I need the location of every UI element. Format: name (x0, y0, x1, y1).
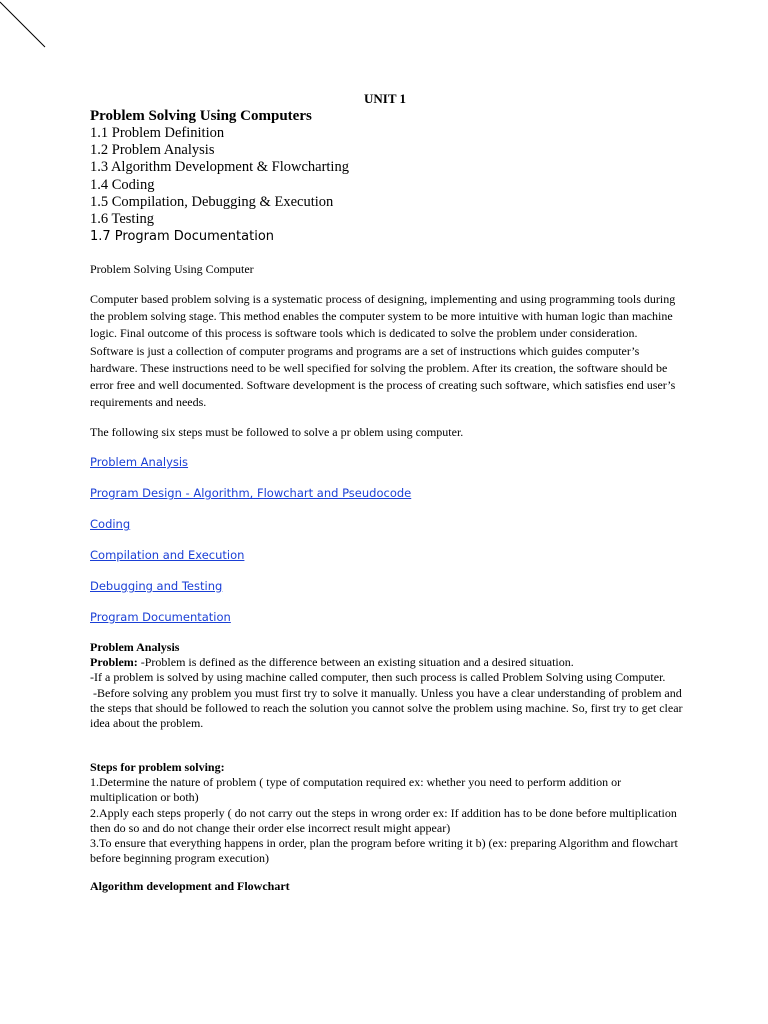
problem-analysis-heading: Problem Analysis (90, 640, 180, 654)
unit-title: UNIT 1 (364, 91, 407, 106)
intro-paragraph: Computer based problem solving is a systematic process of designing, implementing and using programming tools during the problem solving stage. This method enables the computer system to be more intuitive with human logic than machine logic. Final outcome of this process is software tools which is dedicated to solve the problem under consideration. Software is just a collection of computer programs and programs are a set of instructions which guides computer’s hardware. These instructions need to be well specified for solving the problem. After its creation, the software should be error free and well documented. Software development is the process of creating such software, which satisfies end user’s requirements and needs. (90, 292, 676, 410)
toc-item: 1.5 Compilation, Debugging & Execution (90, 193, 334, 210)
toc-item: 1.2 Problem Analysis (90, 142, 215, 159)
link-debugging-testing[interactable]: Debugging and Testing (90, 579, 223, 593)
link-coding[interactable]: Coding (90, 517, 131, 531)
link-problem-analysis[interactable]: Problem Analysis (90, 455, 189, 469)
link-program-design[interactable]: Program Design - Algorithm, Flowchart and Pseudocode (90, 486, 412, 500)
toc-item: 1.7 Program Documentation (90, 229, 275, 245)
steps-heading: Steps for problem solving: (90, 760, 225, 774)
link-program-documentation[interactable]: Program Documentation (90, 610, 231, 624)
problem-text: -Problem is defined as the difference between an existing situation and a desired situation. (137, 655, 574, 670)
steps-intro: The following six steps must be followed to solve a pr oblem using computer. (90, 425, 464, 439)
algorithm-heading: Algorithm development and Flowchart (90, 879, 290, 893)
step-item: 1.Determine the nature of problem ( type of computation required ex: whether you need to perform addition or multiplication or both) (90, 775, 622, 805)
problem-line-3: -Before solving any problem you must first try to solve it manually. Unless you have a clear understanding of problem and the steps that should be followed to reach the solution you cannot solve the problem using machine. So, first try to get clear idea about the problem. (90, 685, 686, 731)
step-item: 2.Apply each steps properly ( do not carry out the steps in wrong order ex: If addition has to be done before multiplication then do so and do not change their order else incorrect result might appear) (90, 805, 677, 835)
toc-item: 1.1 Problem Definition (90, 125, 225, 141)
steps-section (90, 760, 685, 866)
page-corner-line (0, 0, 50, 50)
problem-label: Problem: (90, 655, 138, 670)
section-heading: Problem Solving Using Computer (90, 262, 254, 276)
problem-analysis-section (90, 640, 685, 731)
problem-definition-line (90, 655, 685, 670)
link-compilation-execution[interactable]: Compilation and Execution (90, 548, 245, 562)
toc-item: 1.4 Coding (90, 176, 155, 193)
toc-item: 1.3 Algorithm Development & Flowcharting (90, 159, 349, 176)
problem-line-2: -If a problem is solved by using machine called computer, then such process is called Problem Solving using Computer. (90, 670, 666, 685)
toc-item: 1.6 Testing (90, 211, 154, 228)
step-item: 3.To ensure that everything happens in order, plan the program before writing it b) (ex: preparing Algorithm and flowchart before beginning program execution) (90, 836, 678, 866)
document-title: Problem Solving Using Computers (90, 108, 312, 124)
table-of-contents (90, 125, 349, 245)
